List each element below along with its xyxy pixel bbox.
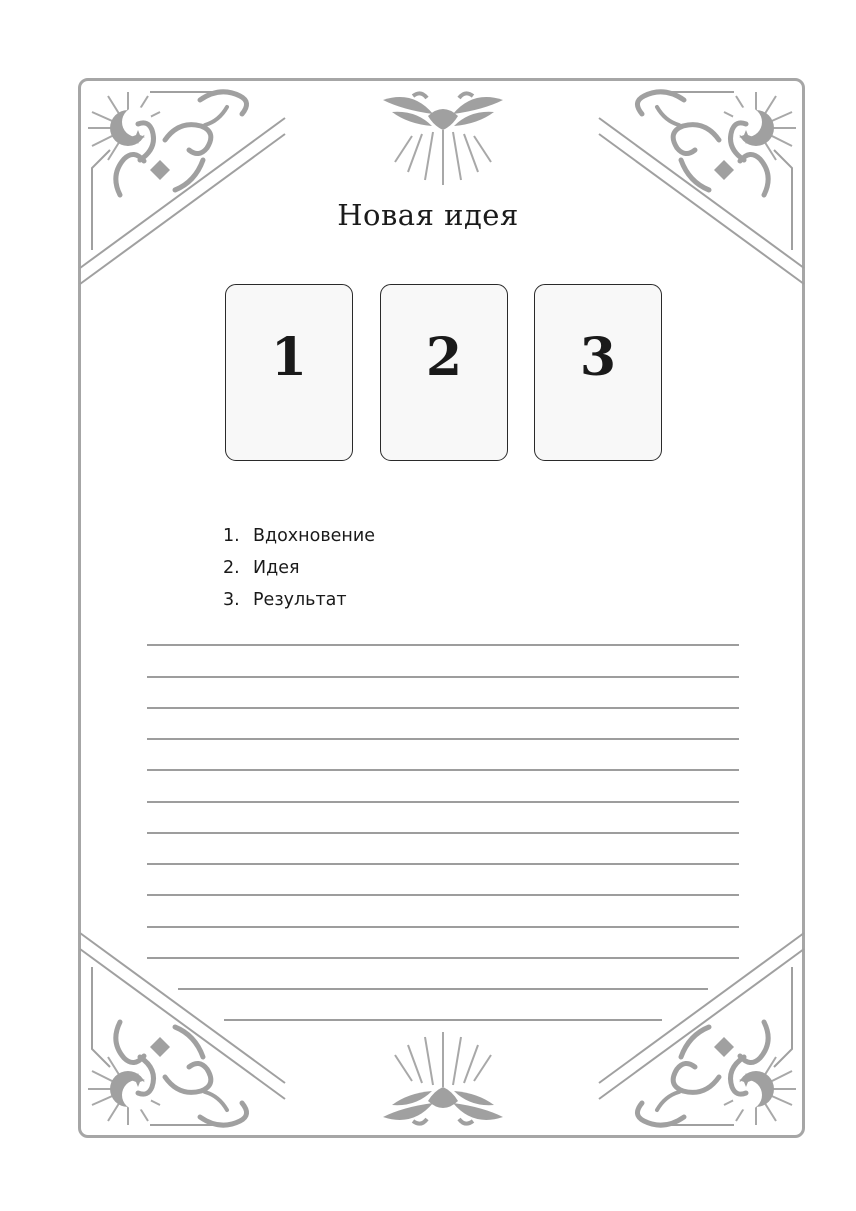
list-item (223, 555, 375, 587)
writing-line[interactable] (147, 644, 739, 646)
card-slot-1 (225, 284, 353, 461)
card-number: 2 (425, 327, 463, 388)
writing-line[interactable] (147, 769, 739, 771)
list-item (223, 523, 375, 555)
list-item-label: Идея (253, 558, 300, 578)
writing-line[interactable] (147, 832, 739, 834)
card-slot-3 (534, 284, 662, 461)
writing-line[interactable] (147, 926, 739, 928)
list-item-number: 1. (223, 526, 240, 546)
position-list (223, 523, 375, 619)
card-number: 1 (270, 327, 308, 388)
list-item-label: Вдохновение (253, 526, 375, 546)
card-slot-2 (380, 284, 508, 461)
writing-line[interactable] (147, 707, 739, 709)
writing-line[interactable] (147, 738, 739, 740)
writing-line[interactable] (147, 863, 739, 865)
writing-line[interactable] (147, 801, 739, 803)
writing-line[interactable] (147, 957, 739, 959)
writing-line[interactable] (224, 1019, 662, 1021)
list-item-number: 2. (223, 558, 240, 578)
card-number: 3 (579, 327, 617, 388)
page-title: Новая идея (337, 198, 519, 232)
list-item-label: Результат (253, 590, 347, 610)
writing-line[interactable] (147, 676, 739, 678)
writing-line[interactable] (147, 894, 739, 896)
list-item (223, 587, 375, 619)
list-item-number: 3. (223, 590, 240, 610)
writing-line[interactable] (178, 988, 708, 990)
